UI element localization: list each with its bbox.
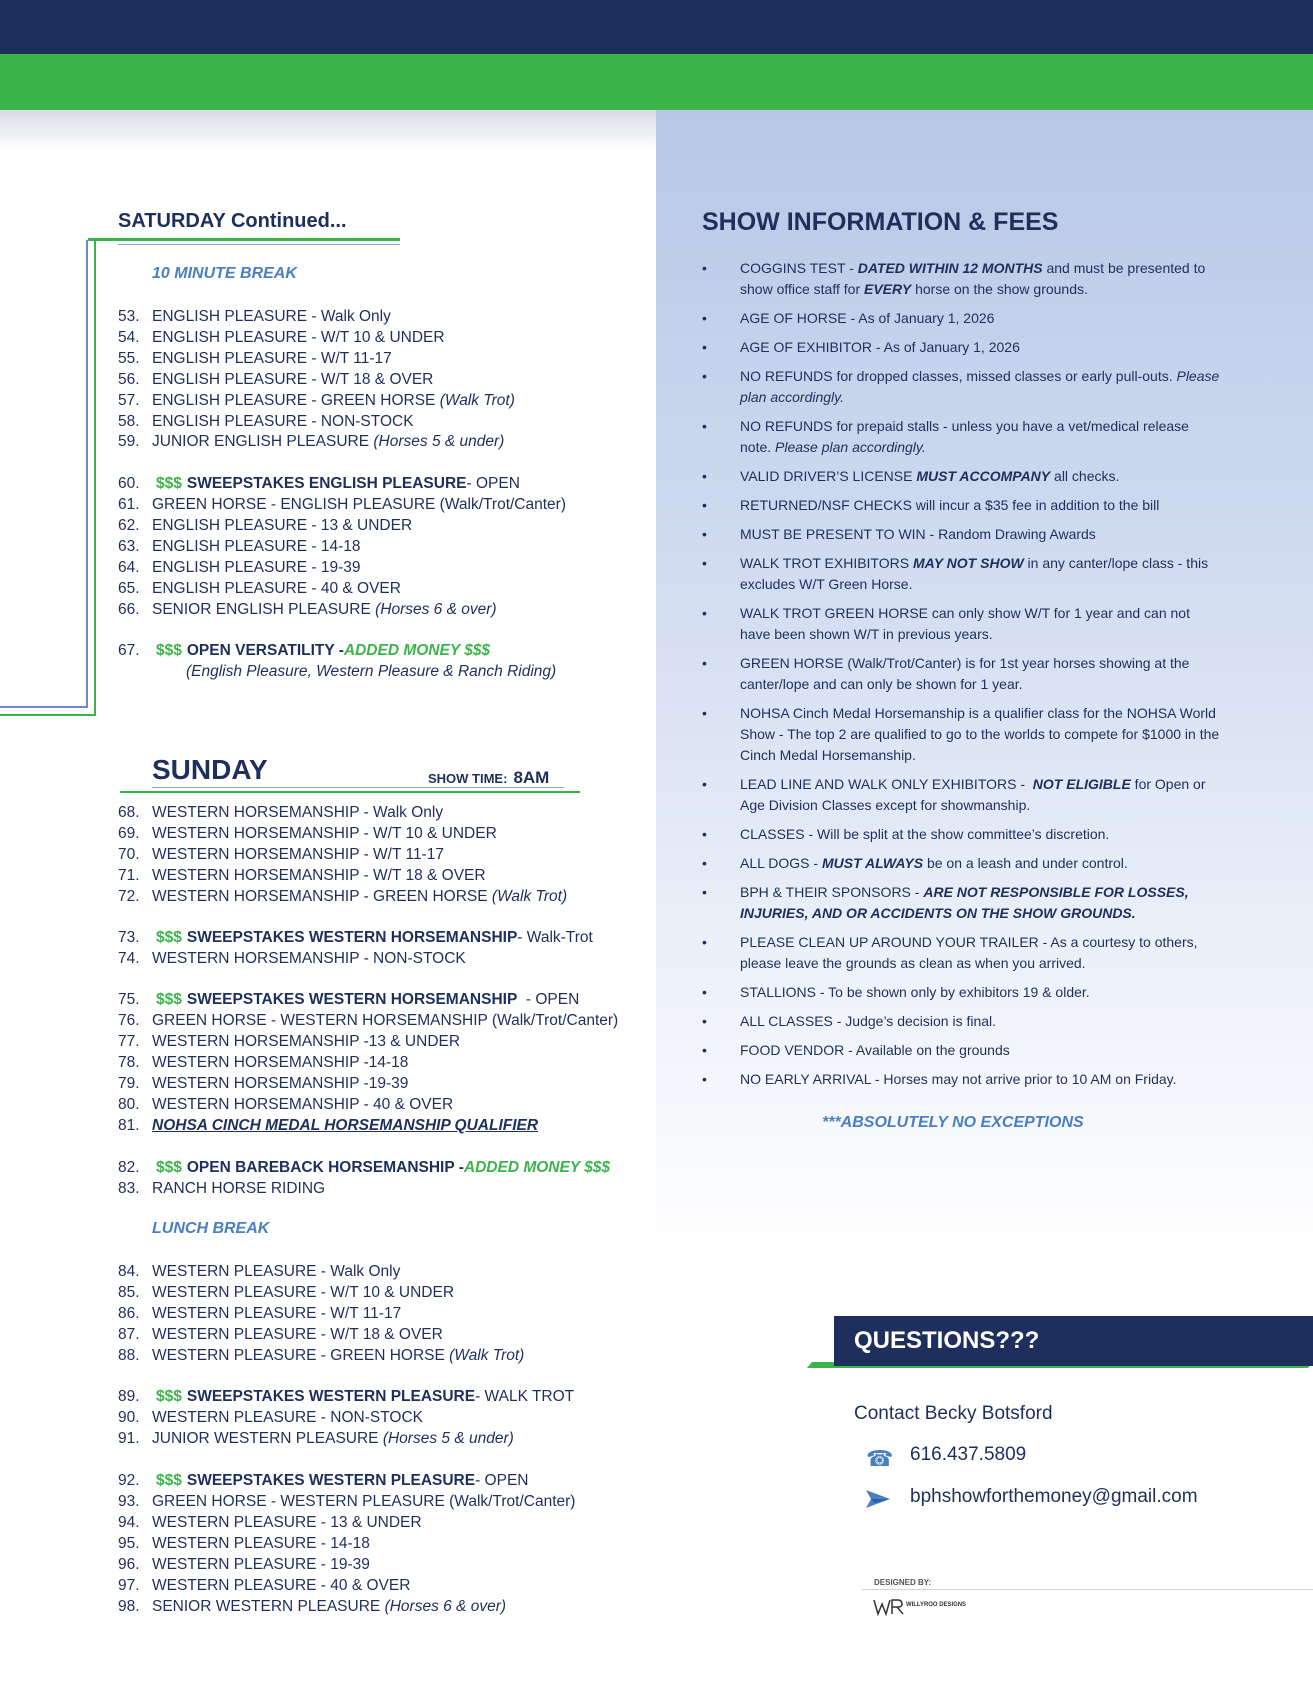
willyroo-logo <box>872 1596 972 1618</box>
class-number: 69. <box>118 824 140 842</box>
saturday-title: SATURDAY Continued... <box>118 210 347 232</box>
info-item <box>700 553 1220 595</box>
info-text: CLASSES - Will be split at the show committee’s discretion. <box>740 826 1110 842</box>
class-row <box>118 1555 575 1576</box>
class-number: 91. <box>118 1429 140 1447</box>
class-number: 70. <box>118 845 140 863</box>
info-text: horse on the show grounds. <box>911 281 1088 297</box>
info-text: and must be presented to show office staff for <box>740 260 1210 297</box>
class-row <box>118 307 515 328</box>
class-name: WESTERN HORSEMANSHIP -19-39 <box>152 1074 409 1092</box>
info-item <box>700 495 1220 516</box>
class-name: WESTERN HORSEMANSHIP - 40 & OVER <box>152 1095 454 1113</box>
sunday-title-underline <box>120 791 580 793</box>
class-name: WESTERN PLEASURE - W/T 10 & UNDER <box>152 1283 455 1301</box>
paper-plane-icon <box>866 1488 890 1510</box>
class-name: GREEN HORSE - WESTERN HORSEMANSHIP (Walk/Trot/Canter) <box>152 1012 619 1029</box>
info-text: LEAD LINE AND WALK ONLY EXHIBITORS - <box>740 776 1033 792</box>
contact-phone[interactable]: 616.437.5809 <box>910 1444 1027 1465</box>
sunday-class-list-2 <box>118 1011 618 1116</box>
class-row <box>118 495 566 516</box>
class-row <box>118 1325 524 1346</box>
info-item <box>700 524 1220 545</box>
class-number: 53. <box>118 308 140 325</box>
info-item <box>700 982 1220 1003</box>
contact-name: Contact Becky Botsford <box>854 1403 1053 1424</box>
class-row <box>118 1534 575 1555</box>
class-row <box>118 1053 618 1074</box>
class-row <box>118 1492 575 1513</box>
class-number: 63. <box>118 537 140 555</box>
sunday-sweepstakes-92: 92. $$$ SWEEPSTAKES WESTERN PLEASURE - OPEN <box>118 1472 529 1489</box>
class-name: WESTERN PLEASURE - W/T 11-17 <box>152 1304 402 1322</box>
class-number: 66. <box>118 600 140 618</box>
class-number: 95. <box>118 1534 140 1552</box>
class-name: SENIOR WESTERN PLEASURE <box>152 1597 381 1615</box>
class-number: 98. <box>118 1597 140 1615</box>
class-name: WESTERN PLEASURE - 14-18 <box>152 1534 370 1552</box>
class-name: WESTERN PLEASURE - 13 & UNDER <box>152 1513 422 1531</box>
class-name: WESTERN HORSEMANSHIP - Walk Only <box>152 804 444 821</box>
info-text: AGE OF EXHIBITOR - As of January 1, 2026 <box>740 339 1020 355</box>
class-row <box>118 432 515 453</box>
class-number: 94. <box>118 1513 140 1531</box>
class-note: (Horses 6 & over) <box>384 1597 507 1615</box>
saturday-versatility: 67. $$$ OPEN VERSATILITY - ADDED MONEY $$$ (English Pleasure, Western Pleasure & Ranch Riding) <box>118 641 556 683</box>
info-text: NO EARLY ARRIVAL - Horses may not arrive prior to 10 AM on Friday. <box>740 1071 1177 1087</box>
class-name: ENGLISH PLEASURE - NON-STOCK <box>152 412 414 430</box>
class-row <box>118 1346 524 1367</box>
class-name: ENGLISH PLEASURE - 19-39 <box>152 558 361 576</box>
header-green-band <box>0 54 1313 110</box>
saturday-sweepstakes-60: 60. $$$ SWEEPSTAKES ENGLISH PLEASURE - OPEN <box>118 475 520 492</box>
class-row <box>118 803 567 824</box>
no-exceptions-note: ***ABSOLUTELY NO EXCEPTIONS <box>822 1114 1084 1131</box>
info-text: NOHSA Cinch Medal Horsemanship is a qualifier class for the NOHSA World Show - The top 2 are qualified to go to the worlds to compete for $1000 in the Cinch Medal Horsemanship. <box>740 705 1224 763</box>
class-number: 78. <box>118 1053 140 1071</box>
class-name: ENGLISH PLEASURE - Walk Only <box>152 308 391 325</box>
contact-email[interactable]: bphshowforthemoney@gmail.com <box>910 1486 1198 1507</box>
info-item <box>700 308 1220 329</box>
class-note: (Horses 5 & under) <box>373 433 505 451</box>
class-note: (Walk Trot) <box>439 391 515 409</box>
designed-by-label: DESIGNED BY: <box>874 1578 932 1587</box>
class-number: 61. <box>118 496 140 513</box>
sunday-class-list-5 <box>118 1492 575 1617</box>
class-name: WESTERN HORSEMANSHIP - W/T 11-17 <box>152 845 444 863</box>
class-name: GREEN HORSE - ENGLISH PLEASURE (Walk/Trot/Canter) <box>152 496 566 513</box>
sunday-bareback: 82. $$$ OPEN BAREBACK HORSEMANSHIP - ADDED MONEY $$$ 83. RANCH HORSE RIDING <box>118 1159 611 1197</box>
class-row <box>118 349 515 370</box>
class-row <box>118 845 567 866</box>
class-row <box>118 537 566 558</box>
sunday-sweepstakes-89: 89. $$$ SWEEPSTAKES WESTERN PLEASURE - WALK TROT <box>118 1388 575 1405</box>
info-item <box>700 603 1220 645</box>
class-number: 64. <box>118 558 140 576</box>
sunday-class-list-1 <box>118 803 567 908</box>
info-text: ALL CLASSES - Judge’s decision is final. <box>740 1013 997 1029</box>
class-name: ENGLISH PLEASURE - 13 & UNDER <box>152 516 413 534</box>
class-number: 76. <box>118 1012 140 1029</box>
info-item <box>700 337 1220 358</box>
class-row <box>118 516 566 537</box>
info-text: ARE NOT RESPONSIBLE FOR LOSSES, INJURIES, AND OR ACCIDENTS ON THE SHOW GROUNDS. <box>740 884 1193 921</box>
info-text: MUST ALWAYS <box>821 855 924 871</box>
info-item <box>700 653 1220 695</box>
class-number: 79. <box>118 1074 140 1092</box>
class-number: 65. <box>118 579 140 597</box>
class-name: WESTERN PLEASURE - 40 & OVER <box>152 1576 411 1594</box>
class-name: WESTERN HORSEMANSHIP - GREEN HORSE <box>152 887 488 905</box>
class-name: WESTERN HORSEMANSHIP - W/T 10 & UNDER <box>152 824 497 842</box>
class-row <box>118 328 515 349</box>
info-item <box>700 258 1220 300</box>
class-number: 57. <box>118 391 140 409</box>
class-number: 96. <box>118 1555 140 1573</box>
ten-minute-break-label: 10 MINUTE BREAK <box>152 265 297 282</box>
sunday-item-81: 81. NOHSA CINCH MEDAL HORSEMANSHIP QUALIFIER <box>118 1117 539 1134</box>
class-name: WESTERN PLEASURE - NON-STOCK <box>152 1409 424 1426</box>
class-row <box>118 412 515 433</box>
class-name: JUNIOR WESTERN PLEASURE <box>152 1429 379 1447</box>
class-number: 90. <box>118 1409 140 1426</box>
info-item <box>700 824 1220 845</box>
header-shadow <box>0 110 656 150</box>
info-text: all checks. <box>1050 468 1120 484</box>
class-row <box>118 1011 618 1032</box>
class-number: 68. <box>118 804 140 821</box>
class-row <box>118 1074 618 1095</box>
info-text: PLEASE CLEAN UP AROUND YOUR TRAILER - As a courtesy to others, please leave the grounds as clean as when you arrived. <box>740 934 1202 971</box>
class-number: 56. <box>118 370 140 388</box>
class-number: 87. <box>118 1325 140 1343</box>
info-text: for Open or Age Division Classes except for showmanship. <box>740 776 1209 813</box>
class-row <box>118 391 515 412</box>
class-name: SENIOR ENGLISH PLEASURE <box>152 600 371 618</box>
info-list <box>700 258 1224 1090</box>
info-item <box>700 882 1220 924</box>
class-note: (Walk Trot) <box>491 887 568 905</box>
info-text: EVERY <box>864 281 912 297</box>
class-name: WESTERN HORSEMANSHIP - W/T 18 & OVER <box>152 866 486 884</box>
class-row <box>118 1597 575 1618</box>
class-row <box>118 824 567 845</box>
class-name: WESTERN PLEASURE - GREEN HORSE <box>152 1346 445 1364</box>
class-note: (Walk Trot) <box>449 1346 525 1364</box>
class-row <box>118 558 566 579</box>
info-text: DATED WITHIN 12 MONTHS <box>857 260 1043 276</box>
info-text: AGE OF HORSE - As of January 1, 2026 <box>740 310 995 326</box>
saturday-title-underline <box>88 238 400 241</box>
info-text: NO REFUNDS for dropped classes, missed classes or early pull-outs. <box>740 368 1177 384</box>
info-text: COGGINS TEST - <box>740 260 858 276</box>
sunday-showtime: SHOW TIME: 8AM <box>428 768 550 787</box>
saturday-bracket-blue <box>0 240 88 708</box>
class-number: 93. <box>118 1493 140 1510</box>
logo-text: WILLYROO DESIGNS <box>906 1602 966 1608</box>
class-number: 58. <box>118 412 140 430</box>
class-number: 97. <box>118 1576 140 1594</box>
class-number: 62. <box>118 516 140 534</box>
class-row <box>118 370 515 391</box>
class-row <box>118 1283 524 1304</box>
saturday-title-underline-thin <box>118 244 400 245</box>
footer-divider <box>862 1589 1313 1590</box>
questions-header: QUESTIONS??? <box>834 1316 1313 1366</box>
class-number: 59. <box>118 433 140 451</box>
class-row <box>118 600 566 621</box>
info-text: MUST ACCOMPANY <box>916 468 1051 484</box>
class-name: WESTERN PLEASURE - Walk Only <box>152 1263 401 1280</box>
saturday-class-list-2 <box>118 495 566 620</box>
class-row <box>118 1408 514 1429</box>
sunday-title: SUNDAY <box>152 754 268 785</box>
class-name: WESTERN HORSEMANSHIP -13 & UNDER <box>152 1032 461 1050</box>
class-row <box>118 1032 618 1053</box>
class-name: ENGLISH PLEASURE - GREEN HORSE <box>152 391 436 409</box>
versatility-subtitle: (English Pleasure, Western Pleasure & Ranch Riding) <box>186 662 557 680</box>
phone-icon: ☎ <box>866 1446 894 1471</box>
class-number: 86. <box>118 1304 140 1322</box>
sunday-class-list-3 <box>118 1262 524 1367</box>
class-name: ENGLISH PLEASURE - 40 & OVER <box>152 579 401 597</box>
info-item <box>700 1011 1220 1032</box>
class-number: 71. <box>118 866 140 884</box>
info-item <box>700 466 1220 487</box>
sunday-sweepstakes-73: 73. $$$ SWEEPSTAKES WESTERN HORSEMANSHIP - Walk-Trot 74. WESTERN HORSEMANSHIP - NON-STOCK <box>118 929 593 967</box>
class-note: (Horses 6 & over) <box>375 600 497 618</box>
info-text: Please plan accordingly. <box>740 368 1224 405</box>
class-name: ENGLISH PLEASURE - 14-18 <box>152 537 361 555</box>
sunday-class-list-4 <box>118 1408 514 1450</box>
info-text: GREEN HORSE (Walk/Trot/Canter) is for 1st year horses showing at the canter/lope and can only be shown for 1 year. <box>740 655 1194 692</box>
info-text: ALL DOGS - <box>740 855 822 871</box>
class-name: WESTERN PLEASURE - W/T 18 & OVER <box>152 1325 443 1343</box>
class-row <box>118 1304 524 1325</box>
class-row <box>118 1513 575 1534</box>
class-name: ENGLISH PLEASURE - W/T 18 & OVER <box>152 370 434 388</box>
info-text: STALLIONS - To be shown only by exhibitors 19 & older. <box>740 984 1090 1000</box>
info-text: NOT ELIGIBLE <box>1032 776 1131 792</box>
class-row <box>118 1576 575 1597</box>
class-number: 55. <box>118 349 140 367</box>
class-name: GREEN HORSE - WESTERN PLEASURE (Walk/Trot/Canter) <box>152 1493 576 1510</box>
class-name: ENGLISH PLEASURE - W/T 11-17 <box>152 349 392 367</box>
info-text: WALK TROT EXHIBITORS <box>740 555 913 571</box>
class-name: ENGLISH PLEASURE - W/T 10 & UNDER <box>152 328 445 346</box>
class-name: JUNIOR ENGLISH PLEASURE <box>152 433 370 451</box>
info-text: WALK TROT GREEN HORSE can only show W/T for 1 year and can not have been shown W/T in previous years. <box>740 605 1194 642</box>
class-number: 88. <box>118 1346 140 1364</box>
class-number: 54. <box>118 328 140 346</box>
info-text: MUST BE PRESENT TO WIN - Random Drawing Awards <box>740 526 1096 542</box>
sunday-title-underline-thin <box>152 787 564 788</box>
class-row <box>118 887 567 908</box>
info-item <box>700 1069 1220 1090</box>
class-row <box>118 579 566 600</box>
info-item <box>700 932 1220 974</box>
info-item <box>700 366 1224 408</box>
info-text: VALID DRIVER’S LICENSE <box>740 468 917 484</box>
info-item <box>700 416 1220 458</box>
sunday-sweepstakes-75: 75. $$$ SWEEPSTAKES WESTERN HORSEMANSHIP - OPEN <box>118 991 580 1008</box>
info-item <box>700 703 1224 766</box>
class-number: 72. <box>118 887 140 905</box>
class-row <box>118 1429 514 1450</box>
info-text: NO REFUNDS for prepaid stalls - unless you have a vet/medical release note. <box>740 418 1193 455</box>
header-navy-band <box>0 0 1313 54</box>
info-item <box>700 853 1220 874</box>
class-row <box>118 866 567 887</box>
info-title: SHOW INFORMATION & FEES <box>702 208 1059 236</box>
info-text: Please plan accordingly. <box>775 439 926 455</box>
class-number: 77. <box>118 1032 140 1050</box>
info-text: MAY NOT SHOW <box>912 555 1024 571</box>
info-text: be on a leash and under control. <box>923 855 1128 871</box>
class-note: (Horses 5 & under) <box>382 1429 514 1447</box>
class-row <box>118 1262 524 1283</box>
info-text: FOOD VENDOR - Available on the grounds <box>740 1042 1010 1058</box>
info-item <box>700 774 1220 816</box>
class-number: 84. <box>118 1263 140 1280</box>
class-name: WESTERN HORSEMANSHIP -14-18 <box>152 1053 409 1071</box>
info-text: in any canter/lope class - this excludes W/T Green Horse. <box>740 555 1212 592</box>
lunch-break-label: LUNCH BREAK <box>152 1220 270 1237</box>
info-item <box>700 1040 1220 1061</box>
class-row <box>118 1095 618 1116</box>
info-text: BPH & THEIR SPONSORS - <box>740 884 924 900</box>
class-number: 85. <box>118 1283 140 1301</box>
class-name: WESTERN PLEASURE - 19-39 <box>152 1555 370 1573</box>
class-number: 80. <box>118 1095 140 1113</box>
info-text: RETURNED/NSF CHECKS will incur a $35 fee in addition to the bill <box>740 497 1160 513</box>
saturday-class-list-1 <box>118 307 515 453</box>
